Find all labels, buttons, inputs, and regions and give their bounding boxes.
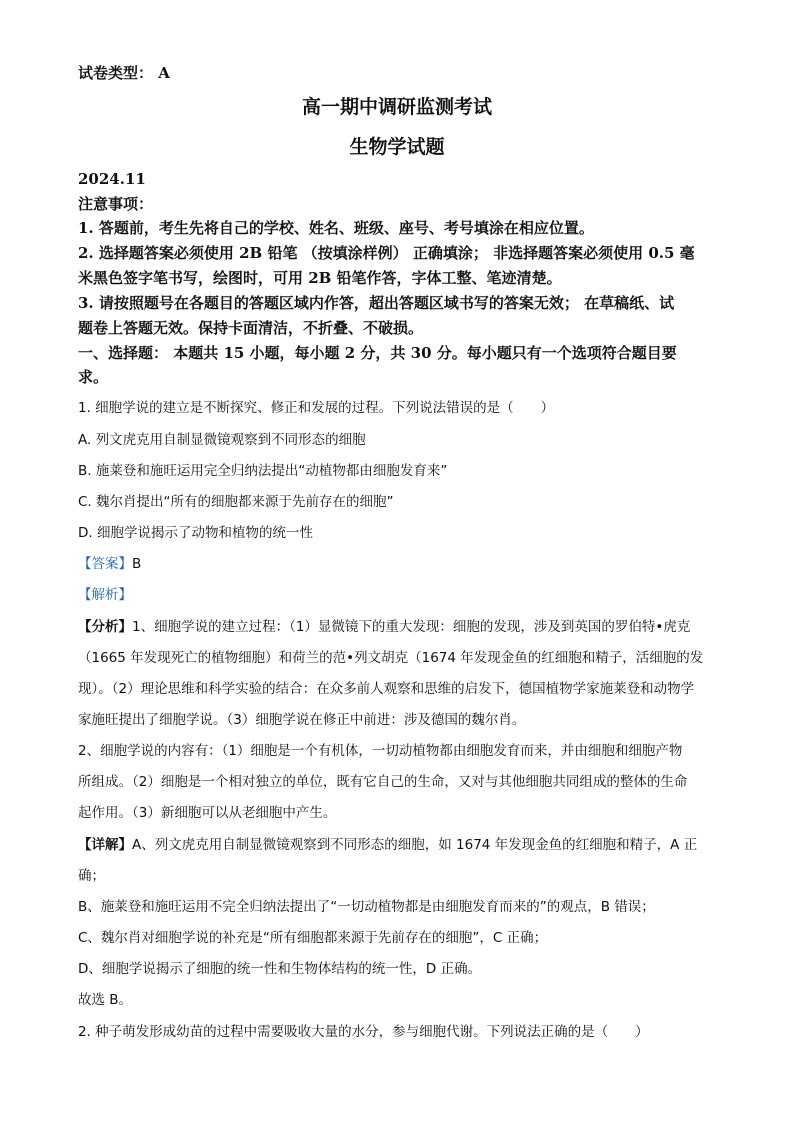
notes-heading: 注意事项： (78, 195, 154, 213)
exam-date: 2024.11 (78, 170, 146, 188)
detail-line: 确； (78, 868, 105, 884)
answer-line (78, 552, 141, 572)
analysis-tag: 【解析】 (78, 587, 132, 603)
analysis-line: 现）。（2）理论思维和科学实验的结合：在众多前人观察和思维的启发下，德国植物学家施莱登和动物学 (78, 681, 695, 697)
question-1-option-c: C. 魏尔肖提出“所有的细胞都来源于先前存在的细胞” (78, 494, 394, 510)
analysis-line: 2、细胞学说的内容有：（1）细胞是一个有机体，一切动植物都由细胞发育而来，并由细胞和细胞产物 (78, 743, 683, 759)
answer-tag: 【答案】 (78, 556, 132, 572)
analysis-line: 【分析】1、细胞学说的建立过程：（1）显微镜下的重大发现：细胞的发现，涉及到英国的罗伯特•虎克 (78, 619, 691, 635)
analysis-line: （1665 年发现死亡的植物细胞）和荷兰的范•列文胡克（1674 年发现金鱼的红细胞和精子，活细胞的发 (78, 650, 704, 666)
note-item: 3. 请按照题号在各题目的答题区域内作答，超出答题区域书写的答案无效； 在草稿纸、试 (78, 294, 675, 312)
section-heading-cont: 求。 (78, 368, 109, 386)
detail-line: 【详解】A、列文虎克用自制显微镜观察到不同形态的细胞，如 1674 年发现金鱼的红细胞和精子，A 正 (78, 837, 698, 853)
exam-title: 高一期中调研监测考试 (301, 96, 492, 118)
analysis-line: 起作用。（3）新细胞可以从老细胞中产生。 (78, 805, 337, 821)
analysis-line: 所组成。（2）细胞是一个相对独立的单位，既有它自己的生命，又对与其他细胞共同组成的整体的生命 (78, 774, 688, 790)
note-item: 1. 答题前，考生先将自己的学校、姓名、班级、座号、考号填涂在相应位置。 (78, 219, 594, 237)
analysis-line: 家施旺提出了细胞学说。（3）细胞学说在修正中前进：涉及德国的魏尔肖。 (78, 712, 526, 728)
note-item: 题卷上答题无效。保持卡面清洁，不折叠、不破损。 (78, 319, 424, 337)
paper-type: 试卷类型： A (78, 64, 170, 82)
question-1-option-b: B. 施莱登和施旺运用完全归纳法提出“动植物都由细胞发育来” (78, 463, 448, 479)
question-1-option-d: D. 细胞学说揭示了动物和植物的统一性 (78, 525, 313, 541)
answer-value: B (132, 556, 142, 572)
xiangjie-tag: 【详解】 (78, 837, 132, 853)
detail-line: 故选 B。 (78, 992, 133, 1008)
detail-line: D、细胞学说揭示了细胞的统一性和生物体结构的统一性，D 正确。 (78, 961, 482, 977)
detail-line: B、施莱登和施旺运用不完全归纳法提出了“一切动植物都是由细胞发育而来的”的观点，B 错误； (78, 899, 655, 915)
fenxi-tag: 【分析】 (78, 619, 132, 635)
question-1-option-a: A. 列文虎克用自制显微镜观察到不同形态的细胞 (78, 432, 366, 448)
subject-title: 生物学试题 (349, 136, 445, 158)
question-2-stem: 2. 种子萌发形成幼苗的过程中需要吸收大量的水分，参与细胞代谢。下列说法正确的是（ ） (78, 1024, 649, 1040)
note-item: 2. 选择题答案必须使用 2B 铅笔 （按填涂样例） 正确填涂； 非选择题答案必须使用 0.5 毫 (78, 244, 695, 262)
note-item: 米黑色签字笔书写，绘图时，可用 2B 铅笔作答，字体工整、笔迹清楚。 (78, 269, 562, 287)
section-heading: 一、选择题： 本题共 15 小题，每小题 2 分，共 30 分。每小题只有一个选项符合题目要 (78, 344, 677, 362)
question-1-stem: 1. 细胞学说的建立是不断探究、修正和发展的过程。下列说法错误的是（ ） (78, 400, 555, 416)
detail-line: C、魏尔肖对细胞学说的补充是“所有细胞都来源于先前存在的细胞”，C 正确； (78, 930, 548, 946)
